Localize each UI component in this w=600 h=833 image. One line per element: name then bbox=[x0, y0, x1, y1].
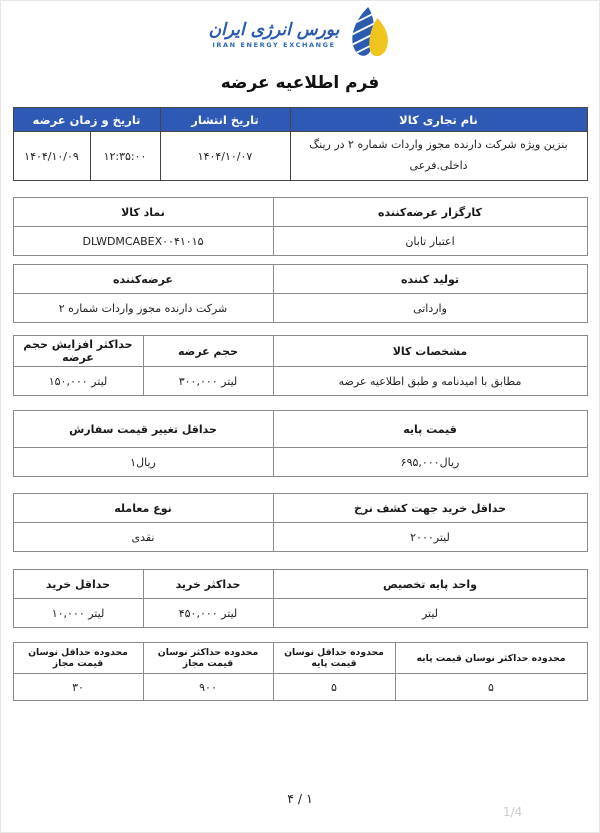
supply-info-table bbox=[13, 107, 588, 181]
broker-symbol-table bbox=[13, 197, 588, 256]
base-price-value: ریال۶۹۵,۰۰۰ bbox=[273, 448, 587, 477]
table-row bbox=[13, 448, 587, 477]
min-tick-header: حداقل تغییر قیمت سفارش bbox=[13, 411, 273, 448]
discovery-type-table bbox=[13, 493, 588, 552]
supply-datetime-header: تاریخ و زمان عرضه bbox=[13, 108, 160, 132]
min-base-fluct-value: ۵ bbox=[273, 674, 395, 701]
max-increase-header: حداکثر افزایش حجم عرضه bbox=[13, 336, 143, 367]
logo bbox=[1, 1, 599, 61]
table-header-row bbox=[13, 198, 587, 227]
max-base-fluct-header: محدوده حداکثر نوسان قیمت پایه bbox=[395, 643, 587, 674]
broker-header: کارگزار عرضه‌کننده bbox=[273, 198, 587, 227]
producer-value: وارداتی bbox=[273, 294, 587, 323]
max-buy-header: حداکثر خرید bbox=[143, 570, 273, 599]
publish-date-value: ۱۴۰۴/۱۰/۰۷ bbox=[160, 132, 290, 181]
max-allowed-fluct-value: ۹۰۰ bbox=[143, 674, 273, 701]
logo-title-en: IRAN ENERGY EXCHANGE bbox=[212, 41, 336, 50]
max-allowed-fluct-header: محدوده حداکثر نوسان قیمت مجاز bbox=[143, 643, 273, 674]
trade-name-value: بنزین ویژه شرکت دارنده مجوز واردات شماره ۲ در رینگ داخلی.فرعی bbox=[290, 132, 587, 181]
logo-title-fa: بورس انرژی ایران bbox=[208, 19, 340, 40]
min-base-fluct-header: محدوده حداقل نوسان قیمت پایه bbox=[273, 643, 395, 674]
specs-value: مطابق با امیدنامه و طبق اطلاعیه عرضه bbox=[273, 367, 587, 396]
base-price-header: قیمت پایه bbox=[273, 411, 587, 448]
max-increase-value: لیتر ۱۵۰,۰۰۰ bbox=[13, 367, 143, 396]
page-number-watermark: 1/4 bbox=[503, 805, 523, 819]
table-header-row bbox=[13, 108, 587, 132]
min-allowed-fluct-value: ۳۰ bbox=[13, 674, 143, 701]
table-header-row bbox=[13, 411, 587, 448]
volume-header: حجم عرضه bbox=[143, 336, 273, 367]
table-row bbox=[13, 227, 587, 256]
symbol-header: نماد کالا bbox=[13, 198, 273, 227]
supplier-value: شرکت دارنده مجوز واردات شماره ۲ bbox=[13, 294, 273, 323]
table-row bbox=[13, 674, 587, 701]
energy-flame-icon bbox=[349, 7, 391, 63]
publish-date-header: تاریخ انتشار bbox=[160, 108, 290, 132]
producer-supplier-table bbox=[13, 264, 588, 323]
fluctuation-table bbox=[13, 642, 588, 701]
supply-time-value: ۱۲:۳۵:۰۰ bbox=[90, 132, 160, 181]
min-buy-header: حداقل خرید bbox=[13, 570, 143, 599]
producer-header: تولید کننده bbox=[273, 265, 587, 294]
table-row bbox=[13, 367, 587, 396]
table-row bbox=[13, 132, 587, 181]
max-buy-value: لیتر ۴۵۰,۰۰۰ bbox=[143, 599, 273, 628]
min-tick-value: ریال۱ bbox=[13, 448, 273, 477]
base-unit-value: لیتر bbox=[273, 599, 587, 628]
trade-type-value: نقدی bbox=[13, 523, 273, 552]
allocation-table bbox=[13, 569, 588, 628]
base-unit-header: واحد پایه تخصیص bbox=[273, 570, 587, 599]
max-base-fluct-value: ۵ bbox=[395, 674, 587, 701]
min-buy-discovery-value: لیتر۲۰۰۰ bbox=[273, 523, 587, 552]
table-header-row bbox=[13, 265, 587, 294]
broker-value: اعتبار تابان bbox=[273, 227, 587, 256]
table-row bbox=[13, 599, 587, 628]
trade-name-header: نام تجاری کالا bbox=[290, 108, 587, 132]
specs-volume-table bbox=[13, 335, 588, 396]
trade-type-header: نوع معامله bbox=[13, 494, 273, 523]
table-row bbox=[13, 523, 587, 552]
form-title: فرم اطلاعیه عرضه bbox=[220, 73, 380, 93]
table-header-row bbox=[13, 643, 587, 674]
min-buy-value: لیتر ۱۰,۰۰۰ bbox=[13, 599, 143, 628]
min-buy-discovery-header: حداقل خرید جهت کشف نرخ bbox=[273, 494, 587, 523]
symbol-value: DLWDMCABEX۰۰۴۱۰۱۵ bbox=[13, 227, 273, 256]
price-table bbox=[13, 410, 588, 477]
table-row bbox=[13, 294, 587, 323]
logo-text bbox=[209, 21, 340, 50]
specs-header: مشخصات کالا bbox=[273, 336, 587, 367]
page-number: ۱ / ۴ bbox=[287, 791, 313, 806]
volume-value: لیتر ۳۰۰,۰۰۰ bbox=[143, 367, 273, 396]
table-header-row bbox=[13, 336, 587, 367]
table-header-row bbox=[13, 494, 587, 523]
supplier-header: عرضه‌کننده bbox=[13, 265, 273, 294]
min-allowed-fluct-header: محدوده حداقل نوسان قیمت مجاز bbox=[13, 643, 143, 674]
table-header-row bbox=[13, 570, 587, 599]
supply-date-value: ۱۴۰۴/۱۰/۰۹ bbox=[13, 132, 90, 181]
